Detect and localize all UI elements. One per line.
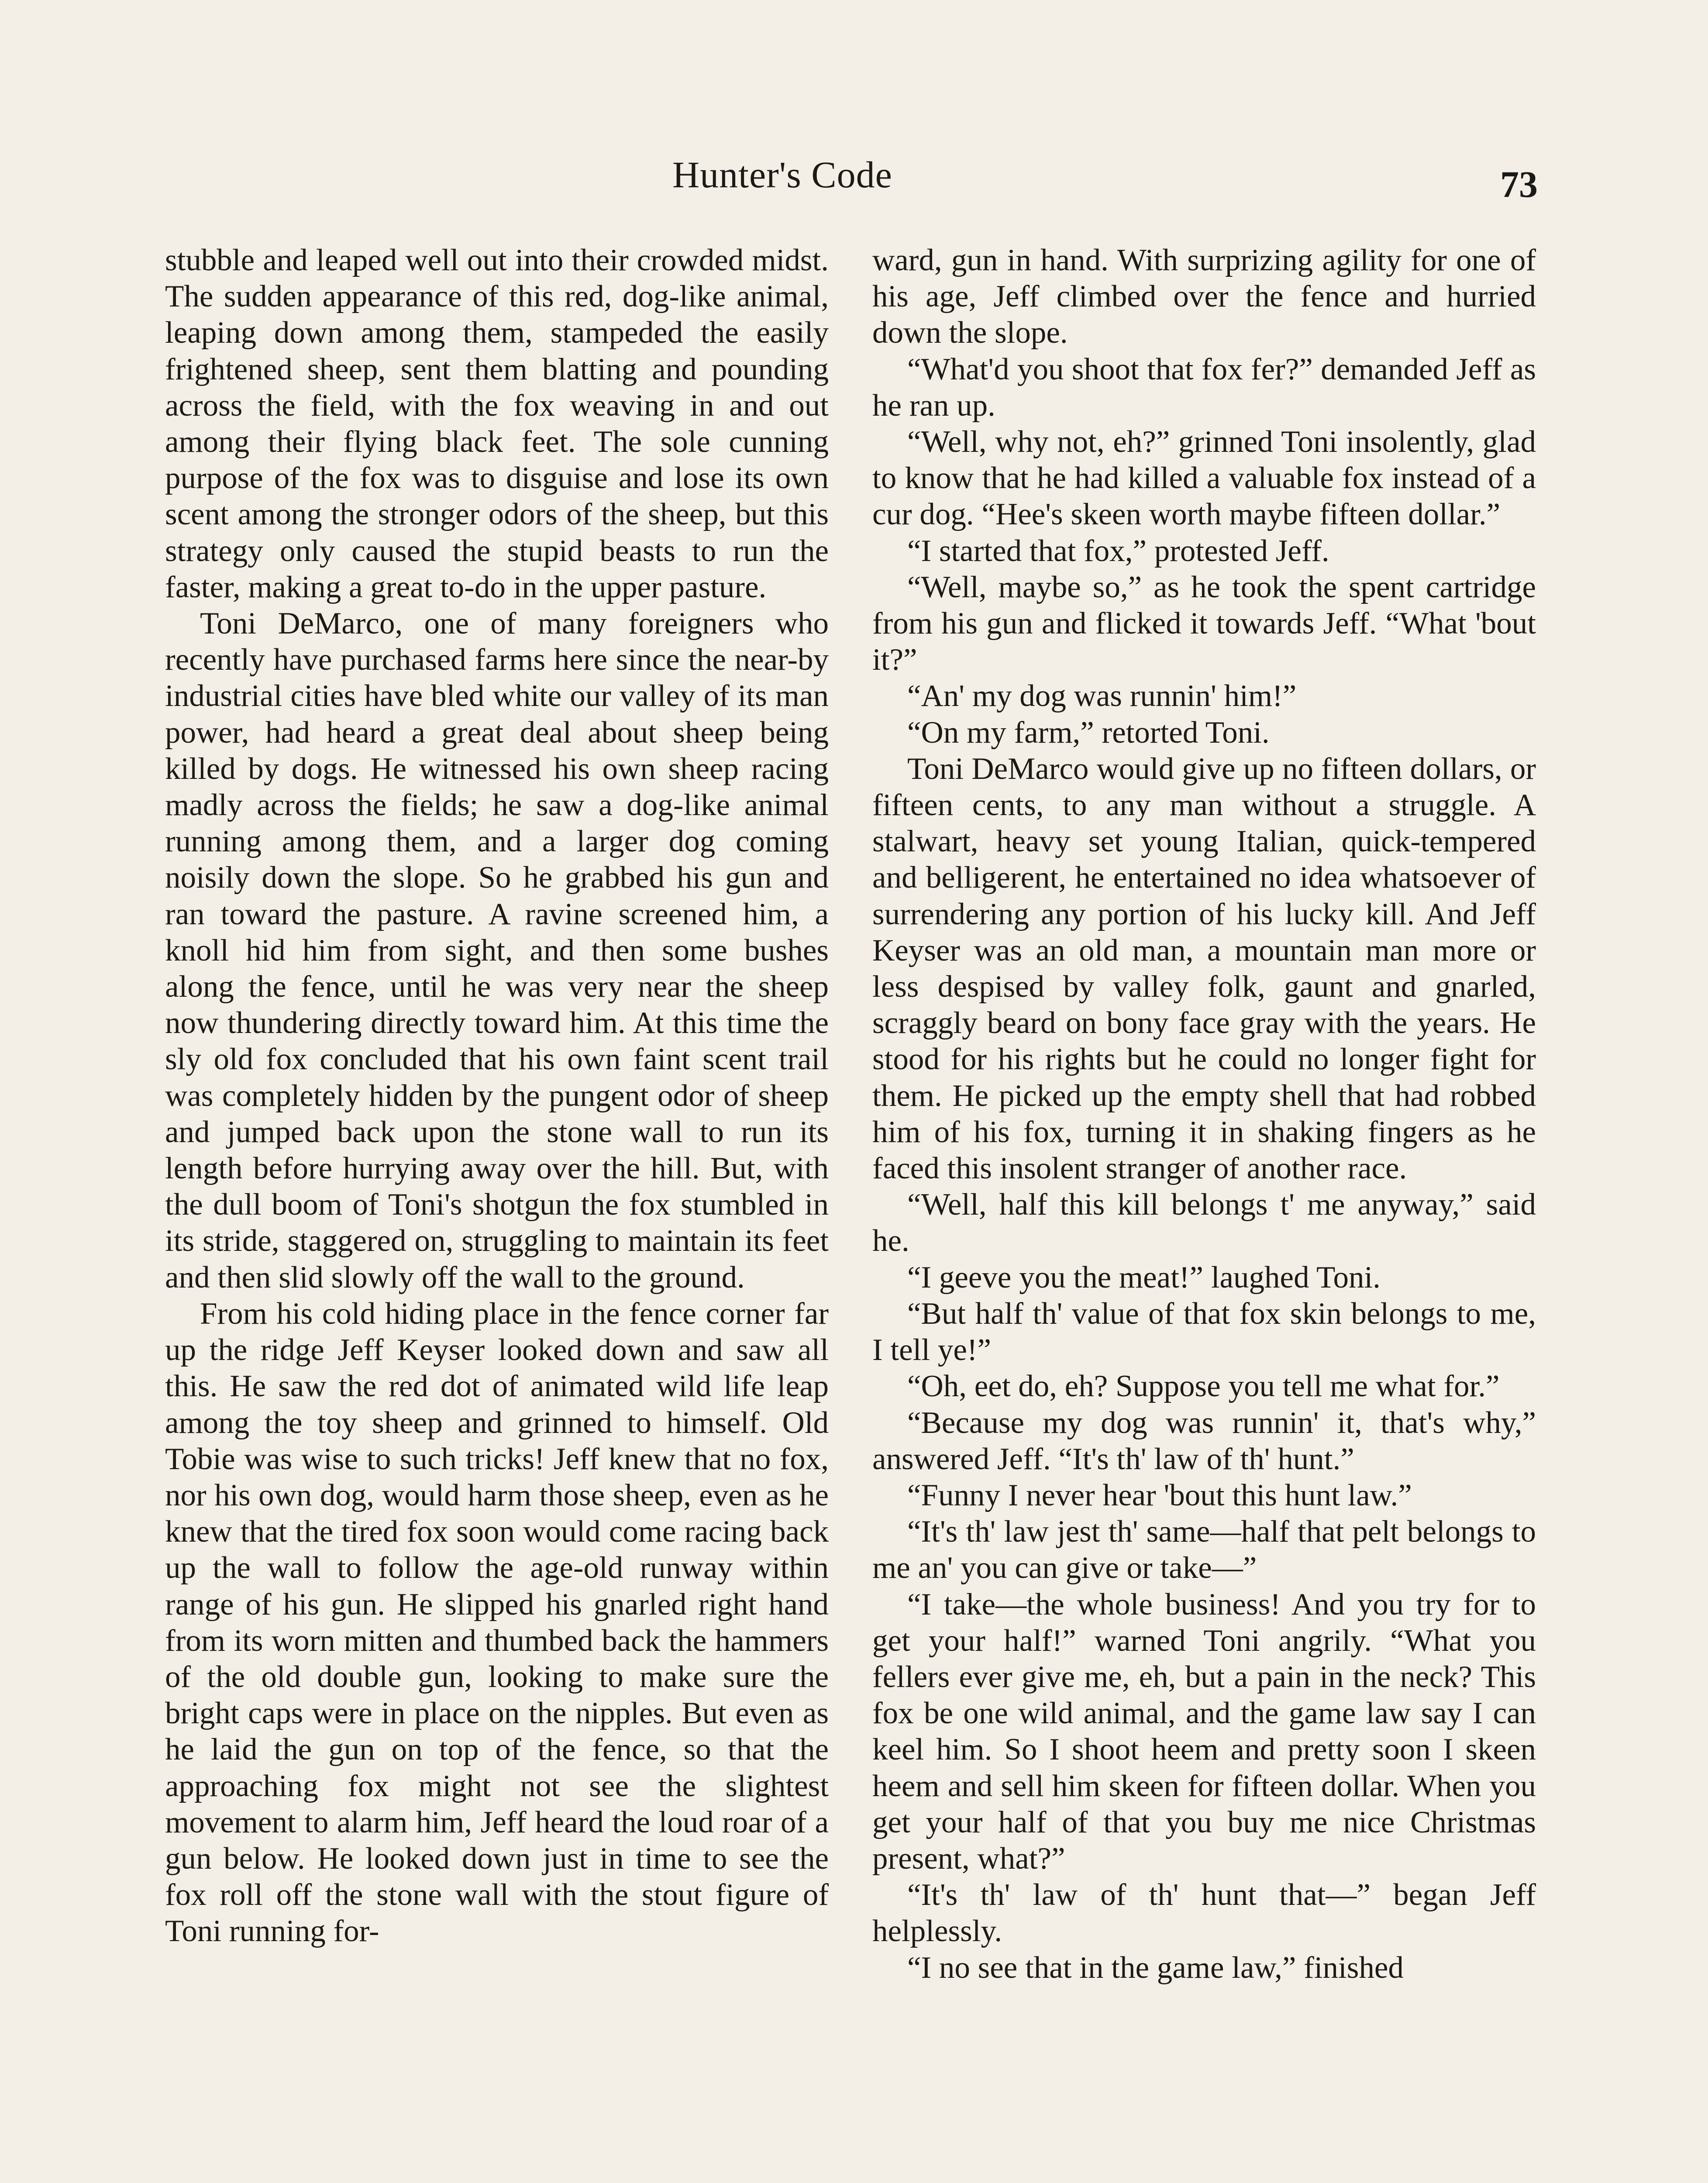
left-column bbox=[165, 242, 829, 1950]
paragraph: Toni DeMarco, one of many foreigners who recently have purchased farms here since the near-by industrial cities have bled white our valley of its man power, had heard a great deal about sheep being killed by dogs. He witnessed his own sheep racing madly across the fields; he saw a dog-like animal running among them, and a larger dog coming noisily down the slope. So he grabbed his gun and ran toward the pasture. A ravine screened him, a knoll hid him from sight, and then some bushes along the fence, until he was very near the sheep now thundering directly toward him. At this time the sly old fox concluded that his own faint scent trail was completely hidden by the pungent odor of sheep and jumped back upon the stone wall to run its length before hurrying away over the hill. But, with the dull boom of Toni's shotgun the fox stumbled in its stride, staggered on, struggling to maintain its feet and then slid slowly off the wall to the ground. bbox=[165, 606, 829, 1295]
paragraph: Toni DeMarco would give up no fifteen dollars, or fifteen cents, to any man without a struggle. A stalwart, heavy set young Italian, quick-tempered and belligerent, he entertained no idea whatsoever of surrendering any portion of his lucky kill. And Jeff Keyser was an old man, a mountain man more or less despised by valley folk, gaunt and gnarled, scraggly beard on bony face gray with the years. He stood for his rights but he could no longer fight for them. He picked up the empty shell that had robbed him of his fox, turning it in shaking fingers as he faced this insolent stranger of another race. bbox=[872, 751, 1536, 1186]
paragraph: “What'd you shoot that fox fer?” demanded Jeff as he ran up. bbox=[872, 352, 1536, 423]
paragraph: “On my farm,” retorted Toni. bbox=[907, 715, 1270, 750]
paragraph: “I geeve you the meat!” laughed Toni. bbox=[907, 1260, 1381, 1295]
paragraph: “Because my dog was runnin' it, that's why,” answered Jeff. “It's th' law of th' hunt.” bbox=[872, 1405, 1536, 1476]
paragraph: “Well, why not, eh?” grinned Toni insolently, glad to know that he had killed a valuable fox instead of a cur dog. “Hee's skeen worth maybe fifteen dollar.” bbox=[872, 425, 1536, 532]
paragraph: From his cold hiding place in the fence corner far up the ridge Jeff Keyser looked down and saw all this. He saw the red dot of animated wild life leap among the toy sheep and grinned to himself. Old Tobie was wise to such tricks! Jeff knew that no fox, nor his own dog, would harm those sheep, even as he knew that the tired fox soon would come racing back up the wall to follow the age-old runway within range of his gun. He slipped his gnarled right hand from its worn mitten and thumbed back the hammers of the old double gun, looking to make sure the bright caps were in place on the nipples. But even as he laid the gun on top of the fence, so that the approaching fox might not see the slightest movement to alarm him, Jeff heard the loud roar of a gun below. He looked down just in time to see the fox roll off the stone wall with the stout figure of Toni running for- bbox=[165, 1296, 829, 1949]
paragraph: “I started that fox,” protested Jeff. bbox=[907, 534, 1329, 568]
running-title: Hunter's Code bbox=[672, 154, 892, 196]
paragraph: “Well, half this kill belongs t' me anyway,” said he. bbox=[872, 1188, 1536, 1258]
right-column bbox=[872, 242, 1536, 1986]
paragraph: “An' my dog was runnin' him!” bbox=[907, 679, 1297, 713]
paragraph: “Funny I never hear 'bout this hunt law.” bbox=[907, 1478, 1412, 1512]
paragraph: “Well, maybe so,” as he took the spent cartridge from his gun and flicked it towards Jeff. “What 'bout it?” bbox=[872, 570, 1536, 677]
paragraph: “I no see that in the game law,” finished bbox=[907, 1950, 1404, 1985]
paragraph: “It's th' law of th' hunt that—” began Jeff helplessly. bbox=[872, 1878, 1536, 1949]
page-number: 73 bbox=[1500, 163, 1538, 205]
paragraph: stubble and leaped well out into their crowded midst. The sudden appearance of this red, dog-like animal, leaping down among them, stampeded the easily frightened sheep, sent them blatting and pounding across the field, with the fox weaving in and out among their flying black feet. The sole cunning purpose of the fox was to disguise and lose its own scent among the stronger odors of the sheep, but this strategy only caused the stupid beasts to run the faster, making a great to-do in the upper pasture. bbox=[165, 243, 829, 604]
paragraph: “Oh, eet do, eh? Suppose you tell me what for.” bbox=[907, 1369, 1500, 1404]
paragraph: “But half th' value of that fox skin belongs to me, I tell ye!” bbox=[872, 1296, 1536, 1367]
paragraph: “It's th' law jest th' same—half that pelt belongs to me an' you can give or take—” bbox=[872, 1515, 1536, 1585]
paragraph: “I take—the whole business! And you try for to get your half!” warned Toni angrily. “What you fellers ever give me, eh, but a pain in the neck? This fox be one wild animal, and the game law say I can keel him. So I shoot heem and pretty soon I skeen heem and sell him skeen for fifteen dollar. When you get your half of that you buy me nice Christmas present, what?” bbox=[872, 1587, 1536, 1876]
paragraph: ward, gun in hand. With surprizing agility for one of his age, Jeff climbed over the fence and hurried down the slope. bbox=[872, 243, 1536, 350]
